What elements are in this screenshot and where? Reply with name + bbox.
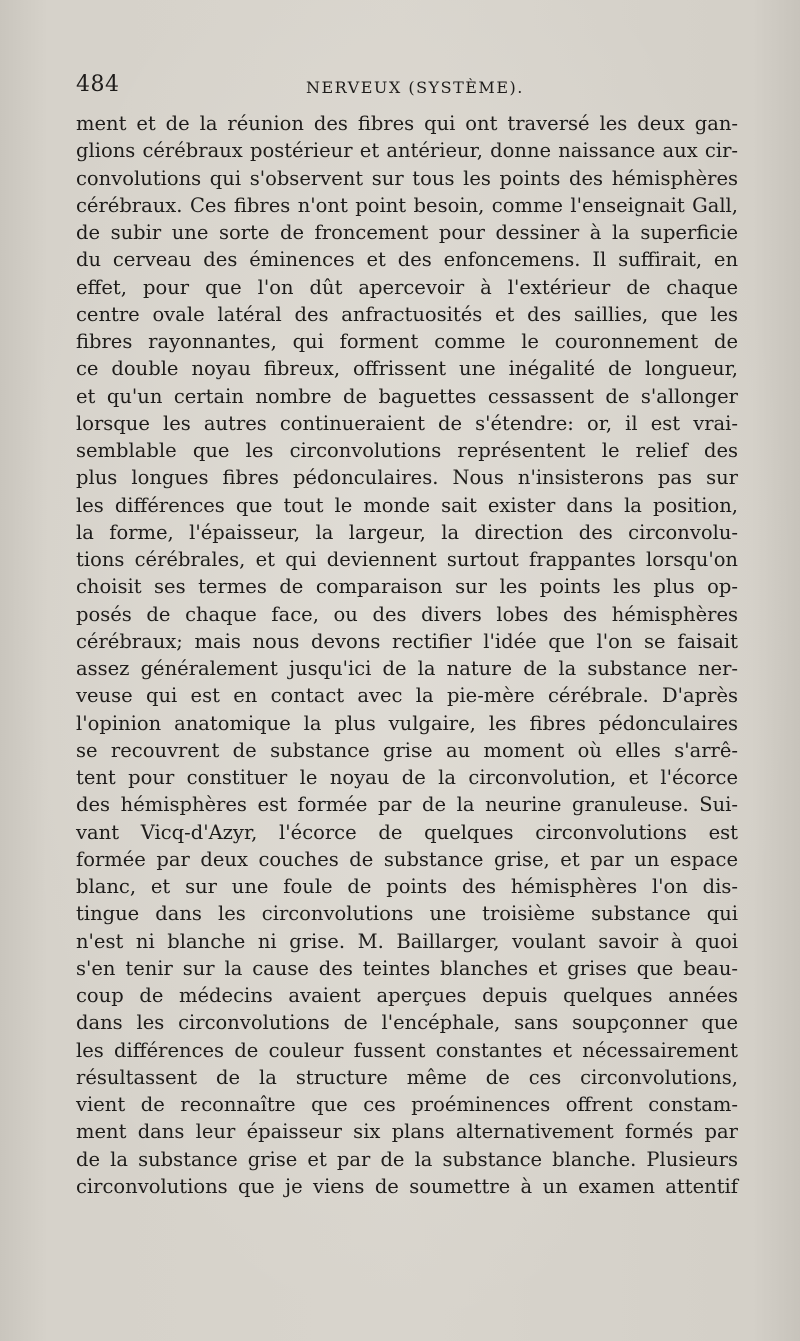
text-line: des hémisphères est formée par de la neurine granuleuse. Sui- (76, 793, 738, 817)
running-title: NERVEUX (SYSTÈME). (306, 78, 524, 97)
text-line: tent pour constituer le noyau de la circonvolution, et l'écorce (76, 766, 738, 789)
text-line: blanc, et sur une foule de points des hémisphères l'on dis- (76, 875, 738, 898)
text-line: fibres rayonnantes, qui forment comme le couronnement de (76, 330, 738, 353)
text-line: tingue dans les circonvolutions une troisième substance qui (76, 902, 738, 926)
text-line: glions cérébraux postérieur et antérieur, donne naissance aux cir- (76, 139, 738, 163)
text-line: les différences de couleur fussent constantes et nécessairement (76, 1038, 738, 1062)
text-line: cérébraux; mais nous devons rectifier l'idée que l'on se faisait (76, 629, 738, 653)
text-line: cérébraux. Ces fibres n'ont point besoin, comme l'enseignait Gall, (76, 193, 738, 217)
text-line: les différences que tout le monde sait exister dans la position, (76, 493, 738, 517)
text-line: tions cérébrales, et qui deviennent surtout frappantes lorsqu'on (76, 548, 738, 571)
text-line: s'en tenir sur la cause des teintes blanches et grises que beau- (76, 956, 738, 980)
text-line: convolutions qui s'observent sur tous les points des hémisphères (76, 166, 738, 190)
text-line: effet, pour que l'on dût apercevoir à l'extérieur de chaque (76, 275, 738, 299)
text-line: vient de reconnaître que ces proéminences offrent constam- (76, 1093, 738, 1116)
text-line: l'opinion anatomique la plus vulgaire, les fibres pédonculaires (76, 711, 738, 735)
text-line: de subir une sorte de froncement pour dessiner à la superficie (76, 221, 738, 244)
text-line: dans les circonvolutions de l'encéphale, sans soupçonner que (76, 1011, 738, 1035)
text-line: ment dans leur épaisseur six plans alternativement formés par (76, 1120, 738, 1144)
text-line: de la substance grise et par de la substance blanche. Plusieurs (76, 1147, 738, 1171)
text-line: la forme, l'épaisseur, la largeur, la direction des circonvolu- (76, 520, 738, 544)
text-line: formée par deux couches de substance grise, et par un espace (76, 847, 738, 871)
text-line: résultassent de la structure même de ces circonvolutions, (76, 1065, 738, 1089)
text-line: se recouvrent de substance grise au moment où elles s'arrê- (76, 738, 738, 762)
text-line: n'est ni blanche ni grise. M. Baillarger, voulant savoir à quoi (76, 929, 738, 953)
text-line: ment et de la réunion des fibres qui ont traversé les deux gan- (76, 112, 738, 135)
text-line: lorsque les autres continueraient de s'étendre: or, il est vrai- (76, 411, 738, 435)
text-line: du cerveau des éminences et des enfoncemens. Il suffirait, en (76, 248, 738, 272)
body-text (76, 110, 738, 1200)
text-line: et qu'un certain nombre de baguettes cessassent de s'allonger (76, 384, 738, 408)
text-line: vant Vicq-d'Azyr, l'écorce de quelques circonvolutions est (76, 820, 738, 844)
text-line: veuse qui est en contact avec la pie-mère cérébrale. D'après (76, 684, 738, 708)
text-line: coup de médecins avaient aperçues depuis quelques années (76, 984, 738, 1007)
text-line: assez généralement jusqu'ici de la nature de la substance ner- (76, 657, 738, 680)
text-line: circonvolutions que je viens de soumettre à un examen attentif (76, 1174, 738, 1198)
text-line: semblable que les circonvolutions représentent le relief des (76, 439, 738, 462)
text-line: choisit ses termes de comparaison sur les points les plus op- (76, 575, 738, 599)
running-head (76, 72, 738, 102)
text-line: posés de chaque face, ou des divers lobes des hémisphères (76, 602, 738, 626)
text-line: centre ovale latéral des anfractuosités et des saillies, que les (76, 302, 738, 326)
text-line: plus longues fibres pédonculaires. Nous n'insisterons pas sur (76, 466, 738, 490)
text-line: ce double noyau fibreux, offrissent une inégalité de longueur, (76, 357, 738, 381)
page-number: 484 (76, 72, 120, 97)
